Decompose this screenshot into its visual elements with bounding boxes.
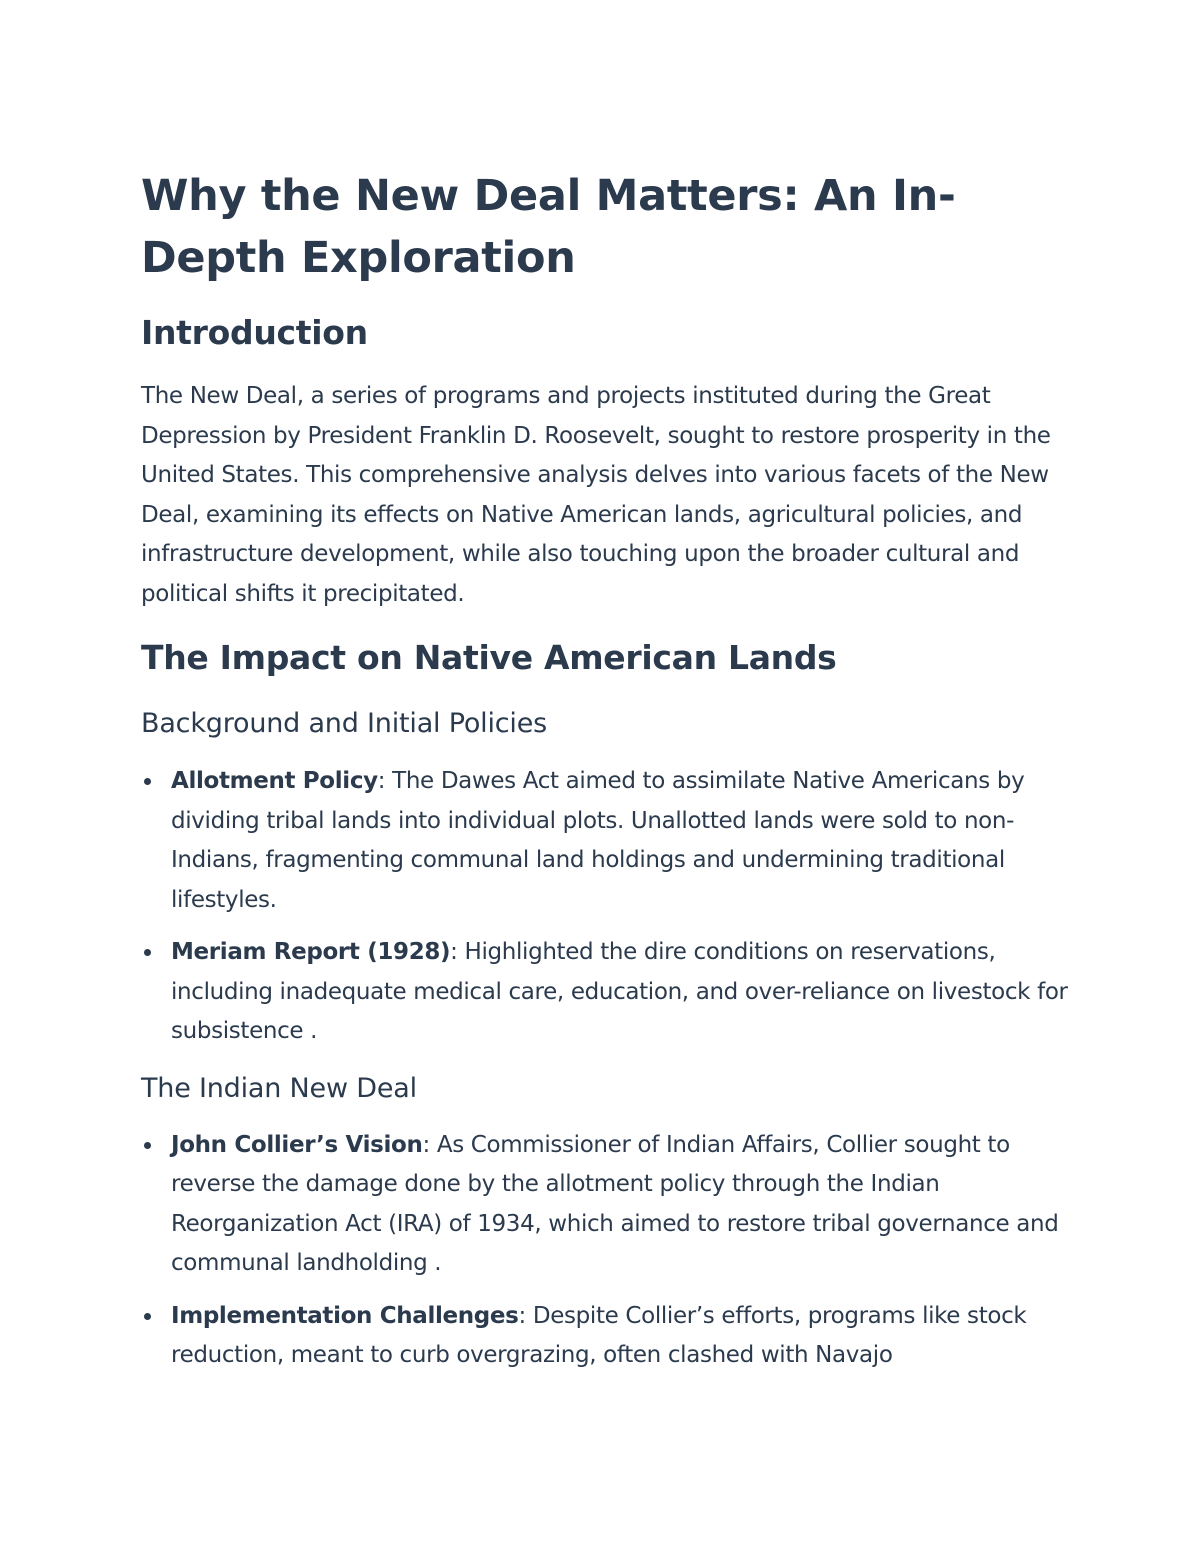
list-item-text: : Despite Collier’s efforts, programs like stock reduction, meant to curb overgrazing, often clashed with Navajo bbox=[171, 1302, 1027, 1368]
list-item-text: : The Dawes Act aimed to assimilate Native Americans by dividing tribal lands into individual plots. Unallotted lands were sold to non-Indians, fragmenting communal land holdings and undermining traditional lifestyles. bbox=[171, 768, 1025, 913]
list-item bbox=[141, 1297, 1081, 1376]
list-item-term: John Collier’s Vision bbox=[171, 1131, 423, 1158]
background-list bbox=[141, 762, 1081, 1052]
document-title: Why the New Deal Matters: An In-Depth Exploration bbox=[141, 171, 956, 283]
bullet-icon bbox=[144, 1142, 151, 1149]
bullet-icon bbox=[144, 949, 151, 956]
list-item-text: : Highlighted the dire conditions on reservations, including inadequate medical care, education, and over-reliance on livestock for subsistence . bbox=[171, 939, 1068, 1044]
subheading-background: Background and Initial Policies bbox=[141, 708, 547, 739]
list-item-term: Implementation Challenges bbox=[171, 1302, 519, 1329]
list-item bbox=[141, 1126, 1081, 1284]
section-heading-introduction: Introduction bbox=[141, 313, 368, 352]
list-item-term: Meriam Report (1928) bbox=[171, 939, 451, 965]
subheading-indian-new-deal: The Indian New Deal bbox=[141, 1072, 417, 1104]
list-item-text: : As Commissioner of Indian Affairs, Collier sought to reverse the damage done by the allotment policy through the Indian Reorganization Act (IRA) of 1934, which aimed to restore tribal governance and communal landholding . bbox=[171, 1131, 1059, 1276]
list-item bbox=[141, 933, 1081, 1052]
document-page bbox=[141, 165, 1081, 1376]
section-heading-impact: The Impact on Native American Lands bbox=[141, 638, 837, 677]
indian-new-deal-list bbox=[141, 1126, 1081, 1376]
bullet-icon bbox=[144, 1313, 151, 1320]
bullet-icon bbox=[144, 778, 151, 785]
introduction-paragraph: The New Deal, a series of programs and projects instituted during the Great Depression by President Franklin D. Roosevelt, sought to restore prosperity in the United States. This comprehensive analysis delves into various facets of the New Deal, examining its effects on Native American lands, agricultural policies, and infrastructure development, while also touching upon the broader cultural and political shifts it precipitated. bbox=[141, 383, 1051, 607]
list-item bbox=[141, 762, 1081, 920]
list-item-term: Allotment Policy bbox=[171, 768, 378, 794]
